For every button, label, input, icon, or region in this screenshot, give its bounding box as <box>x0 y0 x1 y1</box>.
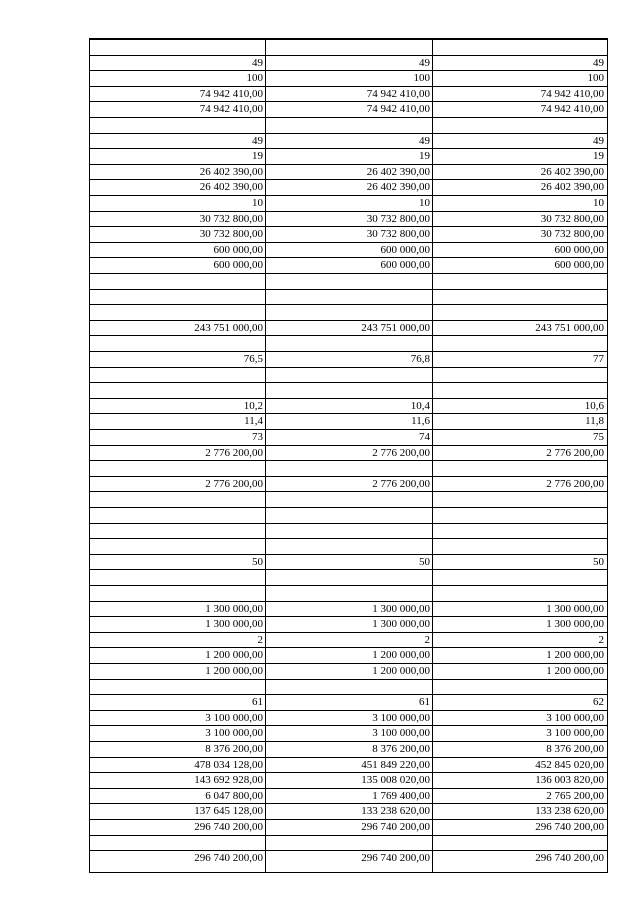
table-cell: 19 <box>90 148 266 164</box>
table-cell: 74 942 410,00 <box>266 86 433 102</box>
table-cell: 62 <box>433 694 607 710</box>
table-cell: 19 <box>266 148 433 164</box>
table-cell: 296 740 200,00 <box>433 850 607 866</box>
table-row <box>90 710 607 726</box>
table-row <box>90 55 607 71</box>
table-cell <box>266 585 433 601</box>
table-cell: 10 <box>266 195 433 211</box>
table-cell <box>266 39 433 55</box>
table-row <box>90 632 607 648</box>
table-cell: 2 776 200,00 <box>266 445 433 461</box>
table-cell <box>433 523 607 539</box>
table-row <box>90 569 607 585</box>
table-row <box>90 725 607 741</box>
table-cell: 2 765 200,00 <box>433 788 607 804</box>
table-row <box>90 242 607 258</box>
table-cell: 600 000,00 <box>433 242 607 258</box>
table-cell: 2 <box>90 632 266 648</box>
table-cell: 600 000,00 <box>90 242 266 258</box>
table-cell: 452 845 020,00 <box>433 757 607 773</box>
table-cell <box>90 569 266 585</box>
table-cell: 49 <box>266 55 433 71</box>
table-cell: 1 769 400,00 <box>266 788 433 804</box>
table-row <box>90 772 607 788</box>
table-cell: 1 200 000,00 <box>433 647 607 663</box>
table-cell: 1 200 000,00 <box>90 647 266 663</box>
table-cell <box>433 39 607 55</box>
table-cell: 296 740 200,00 <box>266 850 433 866</box>
table-cell: 243 751 000,00 <box>90 320 266 336</box>
table-cell <box>433 289 607 305</box>
table-cell: 30 732 800,00 <box>266 211 433 227</box>
table-cell: 10,4 <box>266 398 433 414</box>
table-cell: 50 <box>266 554 433 570</box>
table-cell: 49 <box>90 133 266 149</box>
table-cell: 49 <box>433 133 607 149</box>
spacer-cell <box>90 117 607 133</box>
table-row <box>90 429 607 445</box>
table-cell: 296 740 200,00 <box>266 819 433 835</box>
table-cell <box>433 491 607 507</box>
table-cell: 74 942 410,00 <box>433 101 607 117</box>
table-cell <box>433 304 607 320</box>
table-cell: 50 <box>433 554 607 570</box>
table-row <box>90 757 607 773</box>
table-cell: 133 238 620,00 <box>266 803 433 819</box>
table-cell <box>90 585 266 601</box>
table-cell: 73 <box>90 429 266 445</box>
table-row <box>90 133 607 149</box>
spacer-cell <box>90 679 607 695</box>
table-cell: 600 000,00 <box>266 242 433 258</box>
table-cell: 600 000,00 <box>433 257 607 273</box>
table-row <box>90 289 607 305</box>
spacer-cell <box>90 382 607 398</box>
table-cell: 2 776 200,00 <box>266 476 433 492</box>
spacer-cell <box>90 367 607 383</box>
table-cell: 451 849 220,00 <box>266 757 433 773</box>
table-row <box>90 507 607 523</box>
table-cell: 8 376 200,00 <box>90 741 266 757</box>
table-cell: 49 <box>433 55 607 71</box>
spacer-cell <box>90 335 607 351</box>
table-row <box>90 538 607 554</box>
table-cell: 143 692 928,00 <box>90 772 266 788</box>
table-cell: 3 100 000,00 <box>90 710 266 726</box>
table-row <box>90 491 607 507</box>
table-row <box>90 616 607 632</box>
table-cell: 26 402 390,00 <box>90 179 266 195</box>
table-row <box>90 117 607 133</box>
table-cell: 10 <box>90 195 266 211</box>
table-cell <box>266 491 433 507</box>
table-cell <box>90 523 266 539</box>
table-cell: 1 200 000,00 <box>266 663 433 679</box>
table-cell <box>266 273 433 289</box>
table-row <box>90 39 607 55</box>
table-cell: 50 <box>90 554 266 570</box>
table-cell <box>90 304 266 320</box>
table-cell: 8 376 200,00 <box>266 741 433 757</box>
table-cell: 11,6 <box>266 413 433 429</box>
table-cell: 26 402 390,00 <box>266 179 433 195</box>
table-cell <box>266 507 433 523</box>
table-cell <box>433 585 607 601</box>
table-row <box>90 351 607 367</box>
table-cell: 2 <box>266 632 433 648</box>
table-row <box>90 164 607 180</box>
table-cell: 100 <box>433 70 607 86</box>
table-row <box>90 788 607 804</box>
table-cell: 11,4 <box>90 413 266 429</box>
spacer-cell <box>90 835 607 851</box>
table-cell: 1 200 000,00 <box>266 647 433 663</box>
table-row <box>90 101 607 117</box>
table-cell: 3 100 000,00 <box>433 710 607 726</box>
table-row <box>90 585 607 601</box>
table-cell: 76,5 <box>90 351 266 367</box>
table-row <box>90 819 607 835</box>
table-cell: 10,2 <box>90 398 266 414</box>
table-row <box>90 226 607 242</box>
table-row <box>90 476 607 492</box>
table-row <box>90 398 607 414</box>
table-cell: 30 732 800,00 <box>90 211 266 227</box>
table-cell: 2 776 200,00 <box>433 476 607 492</box>
table-cell: 6 047 800,00 <box>90 788 266 804</box>
table-cell: 26 402 390,00 <box>266 164 433 180</box>
table-row <box>90 445 607 461</box>
table-row <box>90 304 607 320</box>
table-cell: 243 751 000,00 <box>266 320 433 336</box>
table-row <box>90 335 607 351</box>
table-row <box>90 179 607 195</box>
table-cell: 8 376 200,00 <box>433 741 607 757</box>
table-row <box>90 647 607 663</box>
table-cell <box>433 507 607 523</box>
table-row <box>90 86 607 102</box>
table-cell: 26 402 390,00 <box>433 164 607 180</box>
table-cell: 136 003 820,00 <box>433 772 607 788</box>
spacer-cell <box>90 460 607 476</box>
table-row <box>90 367 607 383</box>
table-cell: 133 238 620,00 <box>433 803 607 819</box>
table-row <box>90 382 607 398</box>
table-cell <box>90 491 266 507</box>
table-cell: 2 776 200,00 <box>90 476 266 492</box>
table-row <box>90 679 607 695</box>
table-cell: 76,8 <box>266 351 433 367</box>
table-cell: 10 <box>433 195 607 211</box>
table-cell: 30 732 800,00 <box>433 226 607 242</box>
table-cell: 100 <box>90 70 266 86</box>
spacer-cell <box>90 538 607 554</box>
table-cell: 2 <box>433 632 607 648</box>
table-row <box>90 741 607 757</box>
table-cell: 74 <box>266 429 433 445</box>
table-row <box>90 460 607 476</box>
data-table <box>89 38 608 873</box>
table-cell: 2 776 200,00 <box>433 445 607 461</box>
table-cell: 10,6 <box>433 398 607 414</box>
table-row <box>90 850 607 866</box>
table-cell: 1 300 000,00 <box>433 601 607 617</box>
table-row <box>90 273 607 289</box>
table-cell: 11,8 <box>433 413 607 429</box>
table-row <box>90 694 607 710</box>
table-cell: 49 <box>266 133 433 149</box>
table-cell: 1 200 000,00 <box>90 663 266 679</box>
table-cell: 75 <box>433 429 607 445</box>
table-cell: 296 740 200,00 <box>90 850 266 866</box>
table-cell <box>90 39 266 55</box>
table-cell: 30 732 800,00 <box>433 211 607 227</box>
table-row <box>90 663 607 679</box>
table-cell: 137 645 128,00 <box>90 803 266 819</box>
table-cell: 1 200 000,00 <box>433 663 607 679</box>
table-cell: 61 <box>266 694 433 710</box>
table-cell <box>90 273 266 289</box>
table-cell: 30 732 800,00 <box>90 226 266 242</box>
table-cell: 100 <box>266 70 433 86</box>
table-cell <box>266 304 433 320</box>
table-cell: 30 732 800,00 <box>266 226 433 242</box>
table-cell: 3 100 000,00 <box>266 725 433 741</box>
table-cell: 135 008 020,00 <box>266 772 433 788</box>
table-row <box>90 195 607 211</box>
table-row <box>90 523 607 539</box>
table-cell: 1 300 000,00 <box>90 616 266 632</box>
table-cell: 1 300 000,00 <box>90 601 266 617</box>
table-cell: 2 776 200,00 <box>90 445 266 461</box>
table-cell: 74 942 410,00 <box>90 86 266 102</box>
table-cell: 74 942 410,00 <box>266 101 433 117</box>
table-cell: 3 100 000,00 <box>90 725 266 741</box>
table-cell <box>266 569 433 585</box>
table-row <box>90 320 607 336</box>
table-cell <box>266 523 433 539</box>
table-cell: 49 <box>90 55 266 71</box>
table-cell: 478 034 128,00 <box>90 757 266 773</box>
table-cell: 296 740 200,00 <box>433 819 607 835</box>
table-cell: 1 300 000,00 <box>266 601 433 617</box>
table-cell: 77 <box>433 351 607 367</box>
table-cell: 74 942 410,00 <box>433 86 607 102</box>
table-row <box>90 148 607 164</box>
table-row <box>90 70 607 86</box>
table-cell <box>90 507 266 523</box>
table-row <box>90 413 607 429</box>
table-row <box>90 257 607 273</box>
table-cell: 26 402 390,00 <box>90 164 266 180</box>
table-cell: 26 402 390,00 <box>433 179 607 195</box>
table-cell <box>433 569 607 585</box>
table-row <box>90 211 607 227</box>
table-cell <box>266 289 433 305</box>
table-cell: 296 740 200,00 <box>90 819 266 835</box>
table-cell: 1 300 000,00 <box>266 616 433 632</box>
table-cell: 1 300 000,00 <box>433 616 607 632</box>
table-cell: 243 751 000,00 <box>433 320 607 336</box>
table-row <box>90 601 607 617</box>
table-cell: 3 100 000,00 <box>433 725 607 741</box>
table-cell <box>433 273 607 289</box>
table-cell: 61 <box>90 694 266 710</box>
table-cell: 600 000,00 <box>266 257 433 273</box>
table-row <box>90 554 607 570</box>
table-cell: 3 100 000,00 <box>266 710 433 726</box>
table-row <box>90 835 607 851</box>
table-cell: 74 942 410,00 <box>90 101 266 117</box>
table-cell: 600 000,00 <box>90 257 266 273</box>
table-cell: 19 <box>433 148 607 164</box>
table-cell <box>90 289 266 305</box>
table-row <box>90 803 607 819</box>
